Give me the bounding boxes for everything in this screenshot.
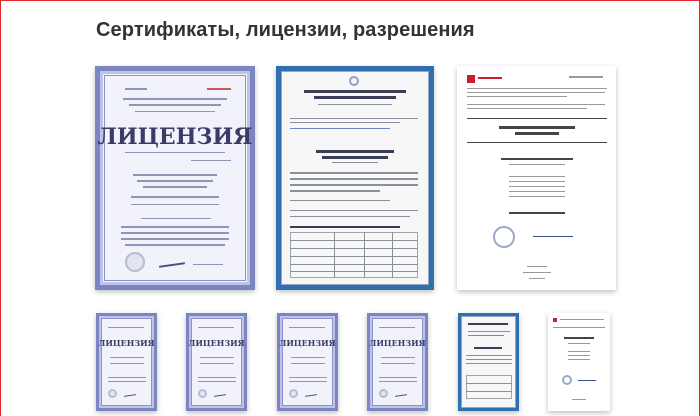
standard-document-large[interactable] xyxy=(457,66,616,290)
license-heading: ЛИЦЕНЗИЯ xyxy=(188,338,245,348)
left-accent-line xyxy=(0,0,1,416)
page-title: Сертификаты, лицензии, разрешения xyxy=(96,19,475,41)
emblem-icon xyxy=(349,76,359,86)
stamp-seal-icon xyxy=(493,226,515,248)
license-heading: ЛИЦЕНЗИЯ xyxy=(279,338,336,348)
license-document-large[interactable] xyxy=(95,66,255,290)
license-heading: ЛИЦЕНЗИЯ xyxy=(97,124,253,150)
license-thumbnail-2[interactable] xyxy=(186,313,247,411)
standard-document-thumbnail[interactable] xyxy=(548,313,610,411)
top-accent-line xyxy=(0,0,700,1)
license-thumbnail-1[interactable] xyxy=(96,313,157,411)
license-thumbnail-4[interactable] xyxy=(367,313,428,411)
stamp-seal-icon xyxy=(125,252,145,272)
license-thumbnail-3[interactable] xyxy=(277,313,338,411)
permit-certificate-thumbnail[interactable] xyxy=(458,313,519,411)
license-heading: ЛИЦЕНЗИЯ xyxy=(98,338,155,348)
license-heading: ЛИЦЕНЗИЯ xyxy=(369,338,426,348)
company-logo-icon xyxy=(467,75,475,83)
permit-certificate-large[interactable] xyxy=(276,66,434,290)
